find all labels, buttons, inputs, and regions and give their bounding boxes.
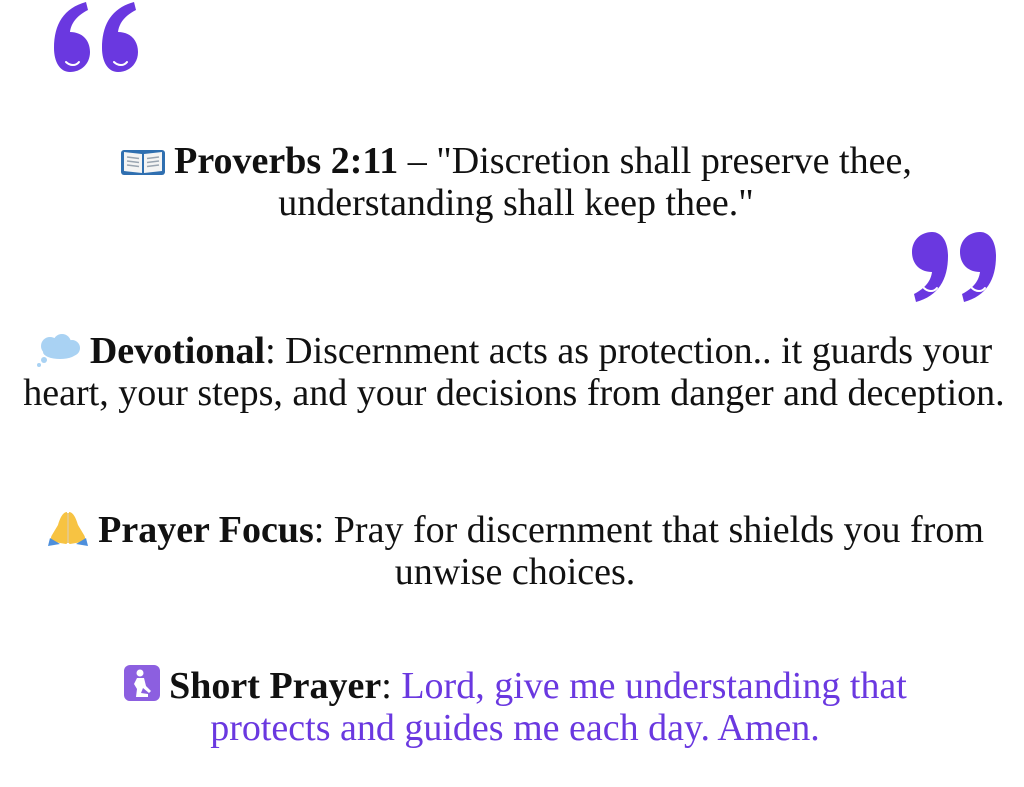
folded-hands-icon xyxy=(46,508,90,546)
verse-separator: – xyxy=(398,140,437,182)
short-prayer-label: Short Prayer xyxy=(169,665,382,707)
verse-block xyxy=(96,140,936,224)
devotional-block xyxy=(4,330,1024,414)
verse-reference: Proverbs 2:11 xyxy=(174,140,399,182)
devotional-label: Devotional xyxy=(89,330,266,372)
short-prayer-text: Lord, give me understanding that protects and guides me each day. Amen. xyxy=(210,665,907,749)
devotional-text: Discernment acts as protection.. it guards your heart, your steps, and your decisions from danger and deception. xyxy=(23,330,1005,414)
place-of-worship-icon xyxy=(123,664,161,702)
prayer-focus-label: Prayer Focus xyxy=(98,509,314,551)
close-quote-icon xyxy=(904,226,1004,306)
thought-bubble-icon xyxy=(36,333,82,367)
prayer-focus-separator: : xyxy=(313,509,334,551)
devotional-separator: : xyxy=(265,330,286,372)
prayer-focus-block xyxy=(20,508,1010,593)
open-quote-icon xyxy=(46,0,146,76)
verse-text: "Discretion shall preserve thee, understanding shall keep thee." xyxy=(278,140,912,224)
short-prayer-block xyxy=(60,664,970,749)
short-prayer-separator: : xyxy=(381,665,402,707)
open-book-icon xyxy=(120,147,166,177)
prayer-focus-text: Pray for discernment that shields you from unwise choices. xyxy=(333,509,984,593)
